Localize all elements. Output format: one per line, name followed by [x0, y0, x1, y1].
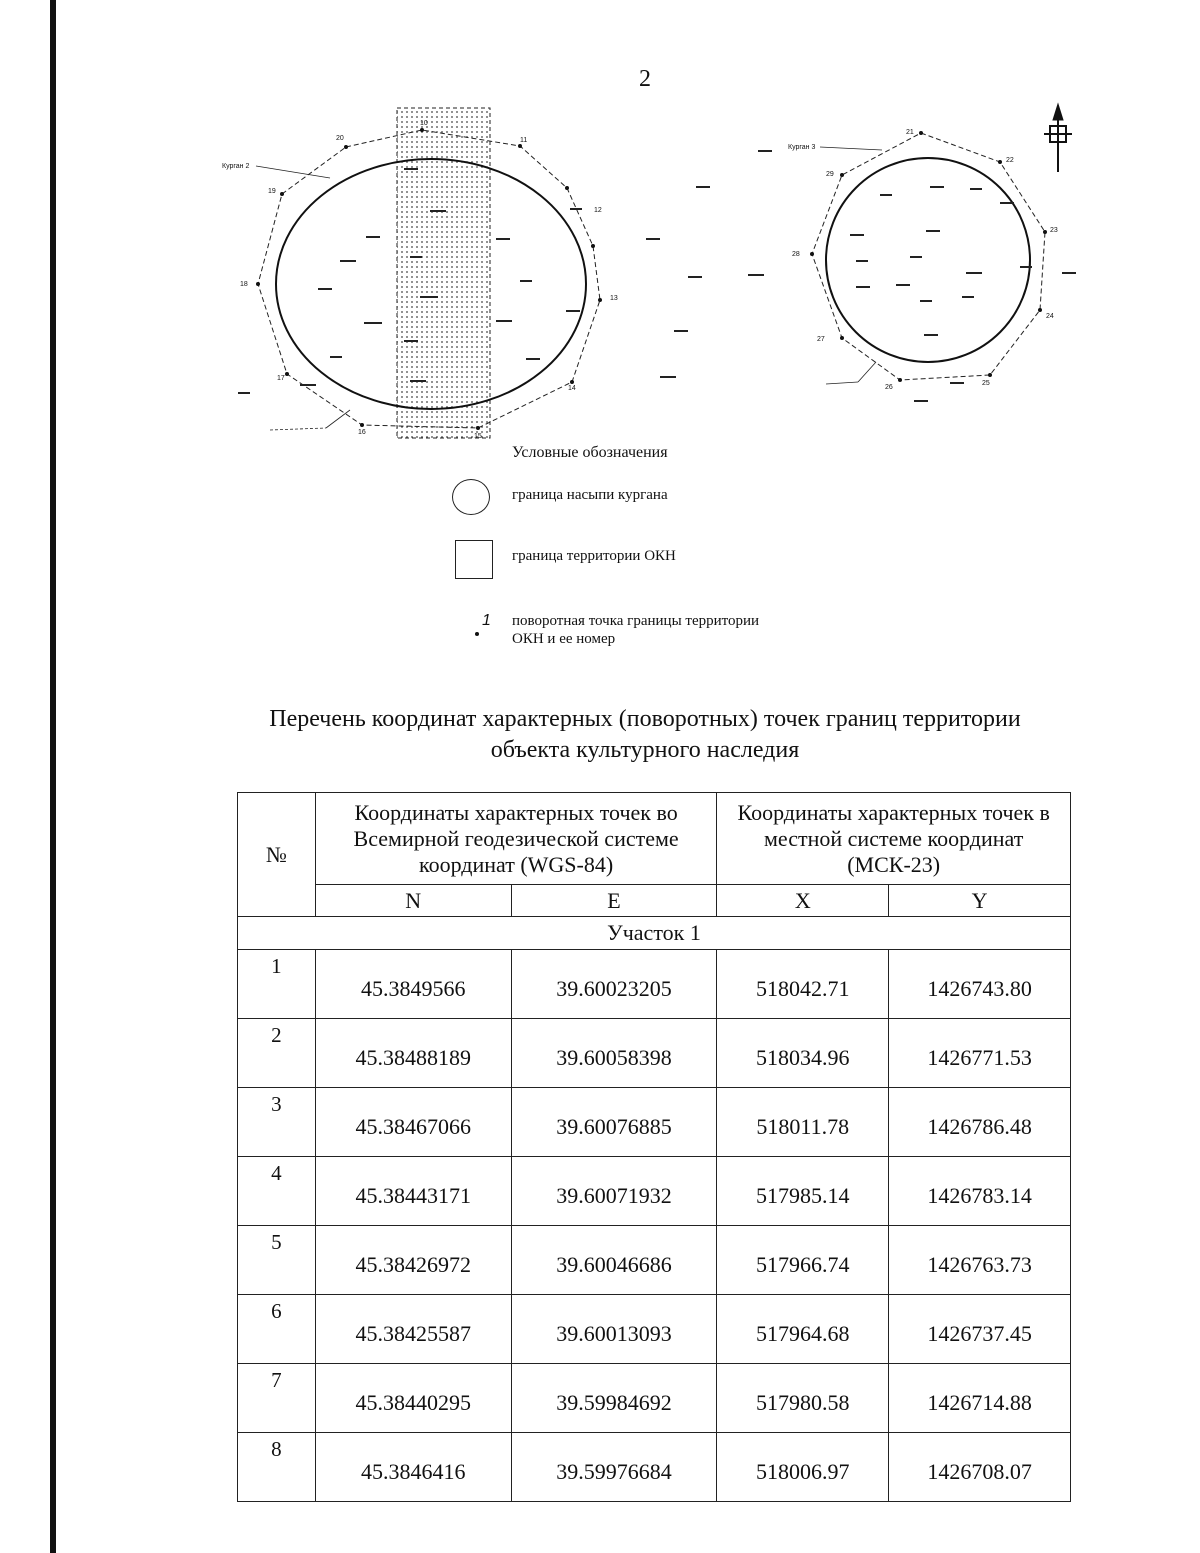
point-symbol-number: 1 [482, 612, 491, 629]
longitude-e: 39.59976684 [511, 1433, 717, 1502]
coord-x: 517980.58 [717, 1364, 889, 1433]
coord-y: 1426743.80 [889, 950, 1071, 1019]
coord-x: 517964.68 [717, 1295, 889, 1364]
table-row [238, 1157, 1071, 1226]
point-number: 8 [238, 1433, 316, 1502]
turning-point-symbol [472, 612, 498, 642]
point-label: 10 [420, 120, 428, 127]
point-number: 7 [238, 1364, 316, 1433]
point-number: 5 [238, 1226, 316, 1295]
longitude-e: 39.60071932 [511, 1157, 717, 1226]
point-label: 18 [240, 281, 248, 288]
mound-3-boundary [812, 133, 1045, 380]
legend-turning-point-line2: ОКН и ее номер [512, 631, 616, 647]
longitude-e: 39.60076885 [511, 1088, 717, 1157]
point-number: 3 [238, 1088, 316, 1157]
point-label: 21 [906, 129, 914, 136]
point-label: 28 [792, 251, 800, 258]
coord-y: 1426763.73 [889, 1226, 1071, 1295]
col-x-header: X [717, 885, 889, 917]
point-label: 25 [982, 380, 990, 387]
point-dot-icon [475, 632, 479, 636]
table-row [238, 1295, 1071, 1364]
table-row [238, 950, 1071, 1019]
table-row [238, 1226, 1071, 1295]
longitude-e: 39.60023205 [511, 950, 717, 1019]
latitude-n: 45.38425587 [315, 1295, 511, 1364]
section-row [238, 917, 1071, 950]
coord-x: 517966.74 [717, 1226, 889, 1295]
legend-turning-point [512, 612, 759, 648]
point-label: 15 [474, 433, 482, 440]
msk23-group-header: Координаты характерных точек в местной системе координат (МСК-23) [717, 793, 1071, 885]
coord-y: 1426771.53 [889, 1019, 1071, 1088]
mound-3-vertices [810, 131, 1047, 382]
point-label: 20 [336, 135, 344, 142]
latitude-n: 45.38488189 [315, 1019, 511, 1088]
table-row [238, 1433, 1071, 1502]
latitude-n: 45.38440295 [315, 1364, 511, 1433]
coord-x: 517985.14 [717, 1157, 889, 1226]
point-label: 17 [277, 375, 285, 382]
longitude-e: 39.60058398 [511, 1019, 717, 1088]
point-number: 2 [238, 1019, 316, 1088]
point-number: 1 [238, 950, 316, 1019]
table-row [238, 1364, 1071, 1433]
point-label: 12 [594, 207, 602, 214]
page-number: 2 [639, 66, 651, 92]
longitude-e: 39.59984692 [511, 1364, 717, 1433]
table-row [238, 1019, 1071, 1088]
col-number-header: № [238, 793, 316, 917]
point-label: 24 [1046, 313, 1054, 320]
title-line-1: Перечень координат характерных (поворотных) точек границ территории [269, 706, 1021, 732]
document-title [200, 704, 1090, 766]
point-label: 11 [520, 137, 528, 144]
latitude-n: 45.3846416 [315, 1433, 511, 1502]
legend-mound-boundary: граница насыпи кургана [512, 487, 668, 503]
territory-strip [397, 108, 490, 438]
north-arrow-icon [1044, 104, 1072, 172]
coord-y: 1426783.14 [889, 1157, 1071, 1226]
col-y-header: Y [889, 885, 1071, 917]
point-label: 19 [268, 188, 276, 195]
coord-y: 1426737.45 [889, 1295, 1071, 1364]
col-e-header: E [511, 885, 717, 917]
col-n-header: N [315, 885, 511, 917]
point-label: 29 [826, 171, 834, 178]
table-header-row [238, 793, 1071, 885]
survey-marks [238, 150, 1076, 402]
point-number: 4 [238, 1157, 316, 1226]
latitude-n: 45.3849566 [315, 950, 511, 1019]
mound-boundary-symbol [452, 479, 490, 515]
point-label: 22 [1006, 157, 1014, 164]
site-plan-map [0, 0, 1200, 450]
latitude-n: 45.38443171 [315, 1157, 511, 1226]
point-label: 26 [885, 384, 893, 391]
legend-territory-boundary: граница территории ОКН [512, 548, 676, 564]
coord-y: 1426714.88 [889, 1364, 1071, 1433]
coord-x: 518042.71 [717, 950, 889, 1019]
table-axis-row [238, 885, 1071, 917]
wgs84-group-header: Координаты характерных точек во Всемирной геодезической системе координат (WGS-84) [315, 793, 717, 885]
table-row [238, 1088, 1071, 1157]
point-label: 23 [1050, 227, 1058, 234]
coord-x: 518034.96 [717, 1019, 889, 1088]
title-line-2: объекта культурного наследия [490, 737, 800, 763]
point-label: 16 [358, 429, 366, 436]
longitude-e: 39.60046686 [511, 1226, 717, 1295]
coordinates-table [237, 792, 1071, 1502]
coord-y: 1426708.07 [889, 1433, 1071, 1502]
point-label: 13 [610, 295, 618, 302]
mound-3-label: Курган 3 [788, 144, 816, 151]
coord-x: 518006.97 [717, 1433, 889, 1502]
longitude-e: 39.60013093 [511, 1295, 717, 1364]
territory-boundary-symbol [455, 540, 493, 579]
legend-title: Условные обозначения [512, 444, 668, 461]
coord-y: 1426786.48 [889, 1088, 1071, 1157]
coord-x: 518011.78 [717, 1088, 889, 1157]
point-label: 14 [568, 385, 576, 392]
latitude-n: 45.38467066 [315, 1088, 511, 1157]
mound-2-label: Курган 2 [222, 163, 250, 170]
latitude-n: 45.38426972 [315, 1226, 511, 1295]
point-number: 6 [238, 1295, 316, 1364]
legend-turning-point-line1: поворотная точка границы территории [512, 613, 760, 629]
point-label: 27 [817, 336, 825, 343]
section-label: Участок 1 [238, 917, 1071, 950]
